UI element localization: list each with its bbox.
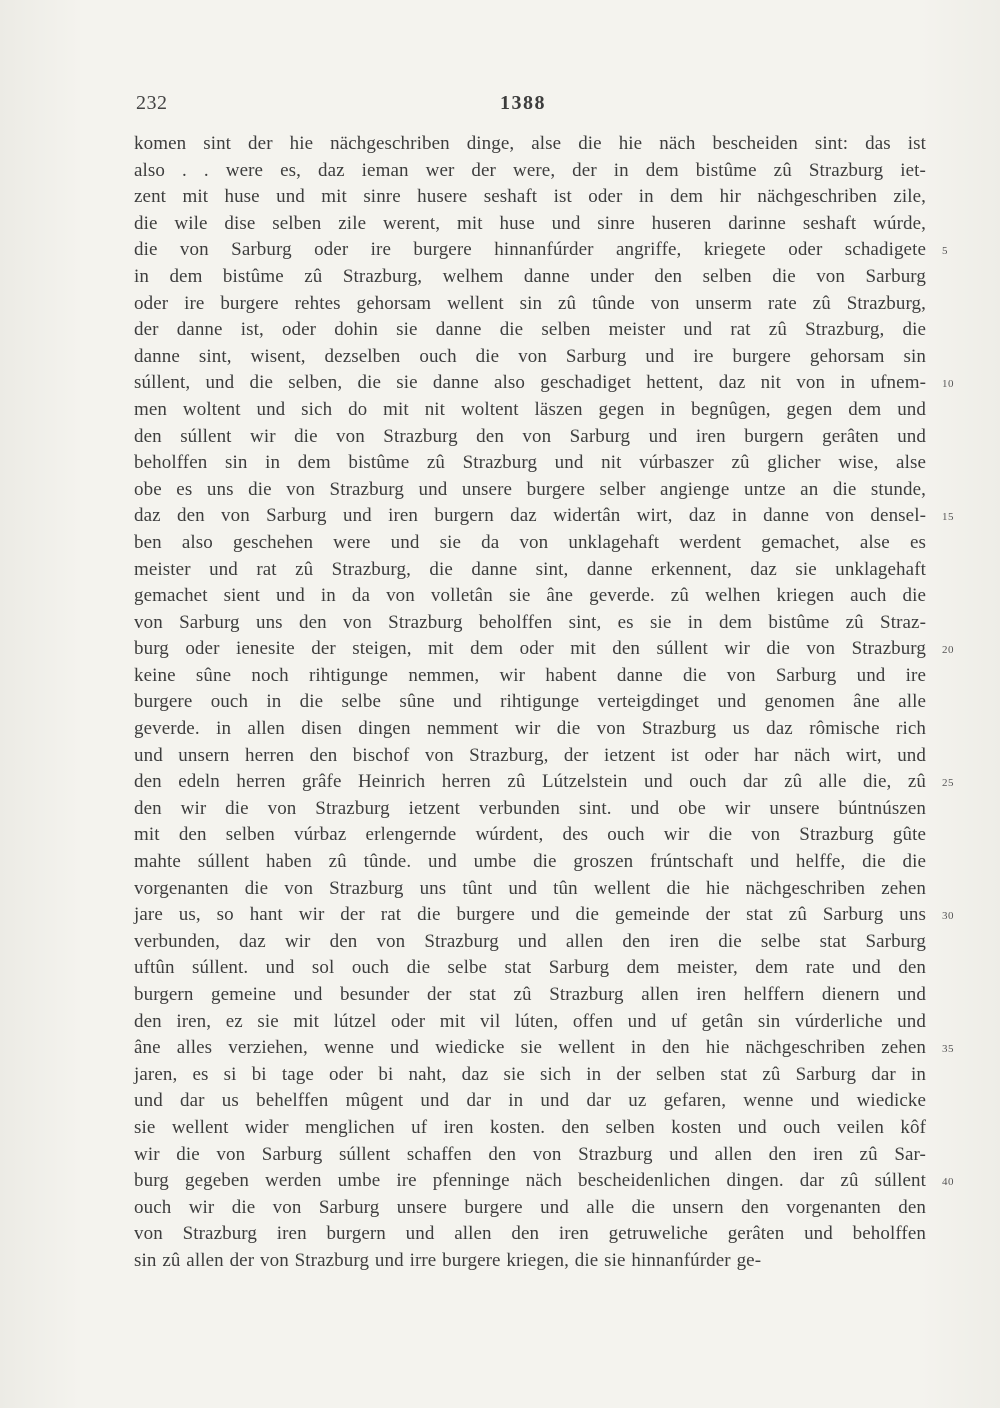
text-line-content: von Strazburg iren burgern und allen den iren getruweliche gerâten und beholffen (134, 1223, 926, 1245)
text-line (134, 557, 926, 584)
text-line-content: und unsern herren den bischof von Strazburg, der ietzent ist oder har näch wirt, und (134, 744, 926, 766)
text-line (134, 264, 926, 291)
text-line (134, 743, 926, 770)
text-line (134, 317, 926, 344)
body-text (134, 131, 954, 1275)
text-line-content: den iren, ez sie mit lútzel oder mit vil lúten, offen und uf getân sin vúrderliche und (134, 1010, 926, 1032)
text-line (134, 211, 926, 238)
text-line-content: mahte súllent haben zû tûnde. und umbe die groszen frúntschaft und helffe, die die (134, 851, 926, 873)
text-line-content: vorgenanten die von Strazburg uns tûnt und tûn wellent die hie nächgeschriben zehen (134, 877, 926, 899)
line-number-marginal: 15 (942, 511, 954, 524)
text-line-content: keine sûne noch rihtigunge nemmen, wir habent danne die von Sarburg und ire (134, 664, 926, 686)
text-line (134, 955, 926, 982)
text-line (134, 636, 954, 663)
text-line (134, 291, 926, 318)
text-line-content: die von Sarburg oder ire burgere hinnanfúrder angriffe, kriegete oder schadigete (134, 239, 926, 261)
page-header (0, 92, 1000, 122)
text-line-content: und dar us behelffen mûgent und dar in und dar uz gefaren, wenne und wiedicke (134, 1090, 926, 1112)
text-line (134, 477, 926, 504)
text-line (134, 1035, 954, 1062)
text-line-content: meister und rat zû Strazburg, die danne sint, danne erkennent, daz sie unklagehaft (134, 558, 926, 580)
line-number-marginal: 20 (942, 644, 954, 657)
text-line-content: von Sarburg uns den von Strazburg beholffen sint, es sie in dem bistûme zû Straz- (134, 611, 926, 633)
line-number-marginal: 30 (942, 910, 954, 923)
text-line-content: daz den von Sarburg und iren burgern daz widertân wirt, daz in danne von densel- (134, 505, 926, 527)
text-line-content: wir die von Sarburg súllent schaffen den von Strazburg und allen den iren zû Sar- (134, 1143, 926, 1165)
text-line (134, 796, 926, 823)
text-line (134, 1062, 926, 1089)
text-line-content: die wile dise selben zile werent, mit huse und sinre huseren darinne seshaft wúrde, (134, 212, 926, 234)
text-line (134, 689, 926, 716)
text-line-content: sie wellent wider menglichen uf iren kosten. den selben kosten und ouch veilen kôf (134, 1116, 926, 1138)
text-line-content: in dem bistûme zû Strazburg, welhem danne under den selben die von Sarburg (134, 265, 926, 287)
text-line-content: also . . were es, daz ieman wer der were, der in dem bistûme zû Strazburg iet- (134, 159, 926, 181)
text-line-content: komen sint der hie nächgeschriben dinge, alse die hie näch bescheiden sint: das ist (134, 133, 926, 154)
text-line-content: âne alles verziehen, wenne und wiedicke sie wellent in den hie nächgeschriben zehen (134, 1037, 926, 1059)
line-number-marginal: 10 (942, 378, 954, 391)
text-line-content: burgern gemeine und besunder der stat zû Strazburg allen iren helffern dienern und (134, 984, 926, 1005)
line-number-marginal: 35 (942, 1043, 954, 1056)
text-line (134, 158, 926, 185)
line-number-marginal: 25 (942, 777, 954, 790)
text-line (134, 849, 926, 876)
text-line (134, 769, 954, 796)
text-line (134, 1221, 926, 1248)
text-line (134, 663, 926, 690)
text-line-content: den súllent wir die von Strazburg den von Sarburg und iren burgern gerâten und (134, 425, 926, 447)
text-line (134, 716, 926, 743)
text-line (134, 1248, 926, 1275)
text-line-content: der danne ist, oder dohin sie danne die selben meister und rat zû Strazburg, die (134, 319, 926, 341)
text-line (134, 344, 926, 371)
text-line-content: beholffen sin in dem bistûme zû Strazburg und nit vúrbaszer zû glicher wise, alse (134, 452, 926, 474)
text-line-content: den wir die von Strazburg ietzent verbunden sint. und obe wir unsere búntnúszen (134, 797, 926, 819)
text-line (134, 822, 926, 849)
text-line (134, 1168, 954, 1195)
text-line (134, 929, 926, 956)
text-line-content: oder ire burgere rehtes gehorsam wellent sin zû tûnde von unserm rate zû Strazburg, (134, 292, 926, 314)
text-line (134, 397, 926, 424)
text-line (134, 131, 926, 158)
text-line-content: sin zû allen der von Strazburg und irre burgere kriegen, die sie hinnanfúrder ge- (134, 1249, 762, 1271)
text-line (134, 583, 926, 610)
text-line-content: men woltent und sich do mit nit woltent läszen gegen in begnûgen, gegen dem und (134, 398, 926, 420)
text-line (134, 370, 954, 397)
text-line-content: geverde. in allen disen dingen nemment wir die von Strazburg us daz rômische rich (134, 718, 926, 740)
text-line (134, 503, 954, 530)
text-line-content: uftûn súllent. und sol ouch die selbe stat Sarburg dem meister, dem rate und den (134, 957, 926, 979)
text-line-content: burg gegeben werden umbe ire pfenninge näch bescheidenlichen dingen. dar zû súllent (134, 1170, 926, 1192)
year-heading: 1388 (500, 92, 546, 114)
text-line (134, 1009, 926, 1036)
line-number-marginal: 40 (942, 1176, 954, 1189)
text-line-content: den edeln herren grâfe Heinrich herren zû Lútzelstein und ouch dar zû alle die, zû (134, 771, 926, 793)
page-number: 232 (136, 92, 168, 114)
text-line-content: verbunden, daz wir den von Strazburg und allen den iren die selbe stat Sarburg (134, 930, 926, 952)
text-line-content: obe es uns die von Strazburg und unsere burgere selber angienge untze an die stunde, (134, 478, 926, 500)
text-line-content: ouch wir die von Sarburg unsere burgere und alle die unsern den vorgenanten den (134, 1196, 926, 1218)
line-number-marginal: 5 (942, 245, 948, 258)
text-line (134, 450, 926, 477)
text-line (134, 610, 926, 637)
text-line (134, 237, 948, 264)
text-line-content: gemachet sient und in da von volletân sie âne geverde. zû welhen kriegen auch die (134, 585, 926, 607)
text-line (134, 1088, 926, 1115)
text-line-content: súllent, und die selben, die sie danne also geschadiget hettent, daz nit von in ufnem- (134, 372, 926, 394)
text-line-content: jaren, es si bi tage oder bi naht, daz sie sich in der selben stat zû Sarburg dar in (134, 1063, 926, 1085)
text-line (134, 902, 954, 929)
text-line (134, 184, 926, 211)
text-line-content: burg oder ienesite der steigen, mit dem oder mit den súllent wir die von Strazburg (134, 638, 926, 660)
text-line-content: jare us, so hant wir der rat die burgere und die gemeinde der stat zû Sarburg uns (134, 904, 926, 926)
text-line-content: ben also geschehen were und sie da von unklagehaft werdent gemachet, alse es (134, 531, 926, 553)
text-line (134, 982, 926, 1009)
text-line (134, 1115, 926, 1142)
text-line-content: danne sint, wisent, dezselben ouch die von Sarburg und ire burgere gehorsam sin (134, 345, 926, 367)
text-line (134, 530, 926, 557)
text-line (134, 424, 926, 451)
text-line-content: burgere ouch in die selbe sûne und rihtigunge verteigdinget und genomen âne alle (134, 691, 926, 713)
text-line (134, 1195, 926, 1222)
text-line-content: mit den selben vúrbaz erlengernde wúrdent, des ouch wir die von Strazburg gûte (134, 824, 926, 846)
text-line (134, 876, 926, 903)
text-line (134, 1142, 926, 1169)
text-line-content: zent mit huse und mit sinre husere seshaft ist oder in dem hir nächgeschriben zile, (134, 186, 926, 208)
